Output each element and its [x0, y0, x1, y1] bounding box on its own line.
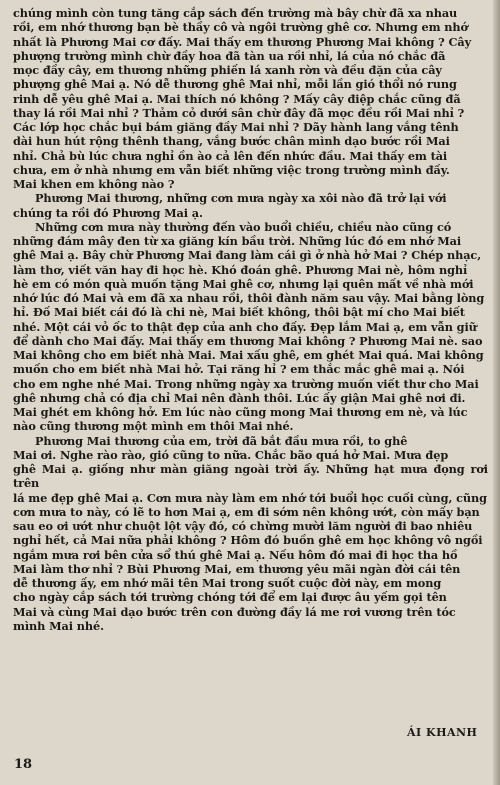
paragraph-4: Phương Mai thương của em, trời đã bắt đầu mưa rồi, to ghê Mai ơi. Nghe rào rào, gió cũng to nữa. Chắc bão quá hở Mai. Mưa đẹp ghê Mai ạ. giống như màn giăng ngoài trời ấy. Những hạt mưa đọng rơi trên lá me đẹp ghê Mai ạ. Cơn mưa này làm em nhớ tới buổi học cuối cùng, cũng cơn mưa to này, có lẽ to hơn Mai ạ, em đi sớm nên không ướt, còn mấy bạn sau eo ơi ướt như chuột lột vậy đó, có chừng mười lăm người đi bao nhiêu nghỉ hết, cả Mai nữa phải không ? Hôm đó buồn ghê em học không vô ngồi ngắm mưa rơi bên cửa sổ thú ghê Mai ạ. Nếu hôm đó mai đi học tha hồ Mai làm thơ nhỉ ? Bùi Phương Mai, em thương yêu mãi ngàn đời cái tên dễ thương ấy, em nhớ mãi tên Mai trong suốt cuộc đời này, em mong cho ngày cắp sách tới trường chóng tới để em lại được âu yếm gọi tên Mai và cùng Mai dạo bước trên con đường đầy lá me rơi vương trên tóc mình Mai nhé.	[13, 433, 488, 633]
paragraph-3: Những cơn mưa này thường đến vào buổi chiều, chiều nào cũng có những đám mây đen từ xa giăng kín bầu trời. Những lúc đó em nhớ Mai ghê Mai ạ. Bây chừ Phương Mai đang làm cái gì ở nhà hở Mai ? Chép nhạc, làm thơ, viết văn hay đi học hè. Khó đoán ghê. Phương Mai nè, hôm nghỉ hè em có món quà muốn tặng Mai ghê cơ, nhưng lại quên mất về nhà mới nhớ lúc đó Mai và em đã xa nhau rồi, thôi đành năm sau vậy. Mai bằng lòng hỉ. Đố Mai biết cái đó là chi nè, Mai biết không, thôi bật mí cho Mai biết nhé. Một cái vỏ ốc to thật đẹp của anh cho đấy. Đẹp lắm Mai ạ, em vẫn giữ để dành cho Mai đấy. Mai thấy em thương Mai không ? Phương Mai nè. sao Mai không cho em biết nhà Mai. Mai xấu ghê, em ghét Mai quá. Mai không muốn cho em biết nhà Mai hở. Tại răng hỉ ? em thắc mắc ghê mai ạ. Nói cho em nghe nhé Mai. Trong những ngày xa trường muốn viết thư cho Mai ghê nhưng chả có địa chỉ Mai nên đành thôi. Lúc ấy giận Mai ghê nơi đi. Mai ghét em không hở. Em lúc nào cũng mong Mai thương em nè, và lúc nào cũng thương một mình em thôi Mai nhé.	[13, 219, 485, 434]
paragraph-2: Phương Mai thương, những cơn mưa ngày xa xôi nào đã trở lại với chúng ta rồi đó Phương Mai ạ.	[13, 191, 447, 220]
page-gutter-shadow	[493, 0, 500, 785]
page-number: 18	[14, 757, 33, 772]
paragraph-1: chúng mình còn tung tăng cắp sách đến trường mà bây chừ đã xa nhau rồi, em nhớ thương bạn bè thầy cô và ngôi trường ghê cơ. Nhưng em nhớ nhất là Phương Mai cơ đấy. Mai thấy em thương Phương Mai không ? Cây phượng trường mình chừ đầy hoa đã tàn ua rồi nhỉ, lá của nó chắc đã mọc đầy cây, em thương những phiến lá xanh rờn và đều đặn của cây phượng ghê Mai ạ. Nó dễ thương ghê Mai nhỉ, mỗi lần gió thổi nó rung rinh dễ yêu ghê Mai ạ. Mai thích nó không ? Mấy cây điệp chắc cũng đã thay lá rồi Mai nhỉ ? Thảm cỏ dưới sân chừ đây đã mọc đều rồi Mai nhỉ ? Các lớp học chắc bụi bám giăng đầy Mai nhỉ ? Dãy hành lang vắng tênh dài hun hút rộng thênh thang, vắng bước chân mình dạo bước rồi Mai nhỉ. Chả bù lúc chưa nghỉ ồn ào cả lên đến nhức đầu. Mai thấy em tài chưa, em ở nhà nhưng em vẫn biết những việc trong trường mình đấy. Mai khen em không nào ?	[13, 6, 472, 191]
author-signature: ÁI KHANH	[407, 726, 478, 739]
